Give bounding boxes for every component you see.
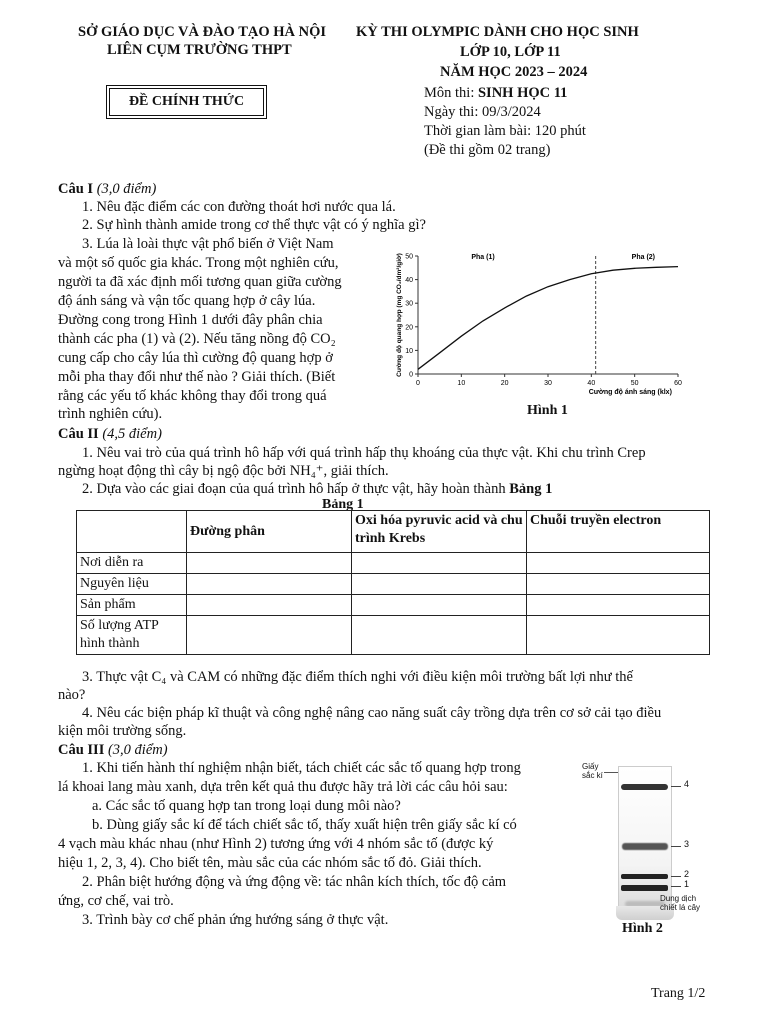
question-1-title: Câu I (3,0 điểm): [58, 181, 157, 197]
x-tick-label: 0: [416, 380, 420, 387]
q1-item-1: 1. Nêu đặc điểm các con đường thoát hơi nước qua lá.: [82, 199, 396, 215]
question-3-title: Câu III (3,0 điểm): [58, 742, 168, 758]
q3-line: 3. Trình bày cơ chế phản ứng hướng sáng ở thực vật.: [82, 912, 389, 928]
q2-item-2: 2. Dựa vào các giai đoạn của quá trình hô hấp ở thực vật, hãy hoàn thành Bảng 1: [82, 481, 553, 497]
solution-label: Dung dịch chiết lá cây: [660, 894, 701, 912]
q3-line: 2. Phân biệt hướng động và ứng động về: tác nhân kích thích, tốc độ cảm: [82, 874, 507, 890]
q1-item-3-line: cung cấp cho cây lúa thì cường độ quang hợp ở: [58, 350, 333, 366]
q2-item-3-cont: nào?: [58, 687, 86, 703]
q2-item-1: 1. Nêu vai trò của quá trình hô hấp với quá trình hấp thụ khoáng của thực vật. Khi chu trình Crep: [82, 445, 646, 461]
x-tick-label: 40: [587, 380, 596, 387]
y-tick-label: 10: [405, 347, 413, 355]
exam-title: KỲ THI OLYMPIC DÀNH CHO HỌC SINH: [356, 24, 639, 40]
org-name: SỞ GIÁO DỤC VÀ ĐÀO TẠO HÀ NỘI: [78, 24, 327, 40]
q1-item-3-line: trình nghiên cứu).: [58, 406, 163, 422]
chromatography-figure: [580, 758, 730, 923]
photosynthesis-curve: [418, 267, 678, 370]
table-1: [76, 510, 710, 655]
table-cell[interactable]: [352, 616, 527, 655]
band-label: 1: [684, 879, 690, 889]
table-header-cell: Chuỗi truyền electron: [527, 511, 710, 553]
exam-grades: LỚP 10, LỚP 11: [460, 44, 561, 60]
band-pointer: [671, 886, 681, 887]
q3-line: 1. Khi tiến hành thí nghiệm nhận biết, tách chiết các sắc tố quang hợp trong: [82, 760, 521, 776]
table-row: [77, 595, 710, 616]
pigment-band-3: [622, 843, 668, 850]
q1-item-3-line: Đường cong trong Hình 1 dưới đây phân chia: [58, 312, 323, 328]
org-subname: LIÊN CỤM TRƯỜNG THPT: [107, 42, 292, 58]
band-pointer: [671, 846, 681, 847]
table-header-cell: [77, 511, 187, 553]
exam-duration: Thời gian làm bài: 120 phút: [424, 123, 586, 139]
x-tick-label: 60: [674, 380, 682, 387]
q1-item-3-line: người ta đã xác định mối tương quan giữa cường: [58, 274, 342, 290]
table-header-cell: Oxi hóa pyruvic acid và chu trình Krebs: [352, 511, 527, 553]
band-label: 2: [684, 869, 690, 879]
table-cell[interactable]: [187, 553, 352, 574]
row-label: Nơi diễn ra: [77, 553, 187, 574]
row-label: Sản phẩm: [77, 595, 187, 616]
figure-2-caption: Hình 2: [622, 921, 663, 936]
band-pointer: [671, 876, 681, 877]
x-axis-title: Cường độ ánh sáng (klx): [588, 389, 672, 396]
page-number: Trang 1/2: [651, 986, 706, 1001]
table-cell[interactable]: [527, 553, 710, 574]
official-stamp: ĐỀ CHÍNH THỨC: [109, 88, 264, 116]
band-pointer: [671, 786, 681, 787]
table-row: [77, 616, 710, 655]
x-tick-label: 30: [544, 380, 552, 387]
q1-item-3-line: 3. Lúa là loài thực vật phổ biến ở Việt Nam: [82, 236, 334, 252]
q3-line: lá khoai lang màu xanh, dựa trên kết quả thu được hãy trả lời các câu hỏi sau:: [58, 779, 508, 795]
exam-year: NĂM HỌC 2023 – 2024: [440, 64, 588, 80]
q1-item-2: 2. Sự hình thành amide trong cơ thể thực vật có ý nghĩa gì?: [82, 217, 426, 233]
q3-line: a. Các sắc tố quang hợp tan trong loại dung môi nào?: [92, 798, 401, 814]
q2-item-4-cont: kiện môi trường sống.: [58, 723, 187, 739]
table-cell[interactable]: [527, 595, 710, 616]
band-label: 3: [684, 839, 690, 849]
q2-item-4: 4. Nêu các biện pháp kĩ thuật và công nghệ nâng cao năng suất cây trồng dựa trên cơ sở cải tạo điều: [82, 705, 662, 721]
pigment-band-4: [621, 784, 668, 790]
phase-2-label: Pha (2): [631, 254, 656, 261]
y-tick-label: 0: [409, 371, 413, 379]
q1-item-3-line: thành các pha (1) và (2). Nếu tăng nồng độ CO₂: [58, 331, 336, 347]
table-row: [77, 574, 710, 595]
table-row: [77, 553, 710, 574]
y-tick-label: 30: [405, 300, 413, 308]
q1-item-3-line: độ ánh sáng và vận tốc quang hợp ở cây lúa.: [58, 293, 316, 309]
photosynthesis-chart: [392, 244, 692, 404]
q3-line: ứng, cơ chế, vai trò.: [58, 893, 174, 909]
chromatography-paper: [618, 766, 672, 907]
paper-label: Giấy sắc kí: [582, 762, 603, 780]
table-cell[interactable]: [352, 574, 527, 595]
q1-item-3-line: và một số quốc gia khác. Trong một nghiên cứu,: [58, 255, 339, 271]
y-tick-label: 40: [405, 277, 413, 285]
figure-1-caption: Hình 1: [527, 403, 568, 418]
subject-line: Môn thi: SINH HỌC 11: [424, 85, 568, 101]
q3-line: hiệu 1, 2, 3, 4). Cho biết tên, màu sắc của các nhóm sắc tố đỏ. Giải thích.: [58, 855, 482, 871]
row-label: Nguyên liệu: [77, 574, 187, 595]
q3-line: b. Dùng giấy sắc kí để tách chiết sắc tố, thấy xuất hiện trên giấy sắc kí có: [92, 817, 517, 833]
table-cell[interactable]: [187, 616, 352, 655]
row-label: Số lượng ATP hình thành: [77, 616, 187, 655]
y-tick-label: 20: [405, 324, 413, 332]
q1-item-3-line: mỗi pha thay đổi như thế nào ? Giải thích. (Biết: [58, 369, 336, 385]
table-cell[interactable]: [187, 595, 352, 616]
table-cell[interactable]: [187, 574, 352, 595]
y-axis-title: Cường độ quang hợp (mg CO₂/dm²/giờ): [396, 253, 403, 377]
table-1-title: Bảng 1: [322, 497, 364, 512]
table-cell[interactable]: [352, 595, 527, 616]
table-cell[interactable]: [527, 616, 710, 655]
exam-date: Ngày thi: 09/3/2024: [424, 104, 541, 120]
x-tick-label: 20: [500, 380, 509, 387]
x-tick-label: 10: [457, 380, 466, 387]
band-label: 4: [684, 779, 690, 789]
q3-line: 4 vạch màu khác nhau (như Hình 2) tương ứng với 4 nhóm sắc tố (được ký: [58, 836, 494, 852]
page-count: (Đề thi gồm 02 trang): [424, 142, 551, 158]
q2-item-3: 3. Thực vật C₄ và CAM có những đặc điểm thích nghi với điều kiện môi trường bất lợi như thế: [82, 669, 633, 685]
q2-item-1-cont: ngừng hoạt động thì cây bị ngộ độc bởi NH₄⁺, giải thích.: [58, 463, 389, 479]
question-2-title: Câu II (4,5 điểm): [58, 426, 162, 442]
y-tick-label: 50: [405, 253, 413, 261]
phase-1-label: Pha (1): [471, 254, 495, 261]
x-tick-label: 50: [630, 380, 639, 387]
table-header-cell: Đường phân: [187, 511, 352, 553]
q1-item-3-line: rằng các yếu tố khác không thay đổi trong quá: [58, 388, 327, 404]
pigment-band-2: [621, 874, 668, 879]
table-cell[interactable]: [527, 574, 710, 595]
table-cell[interactable]: [352, 553, 527, 574]
pigment-band-1: [621, 885, 668, 891]
